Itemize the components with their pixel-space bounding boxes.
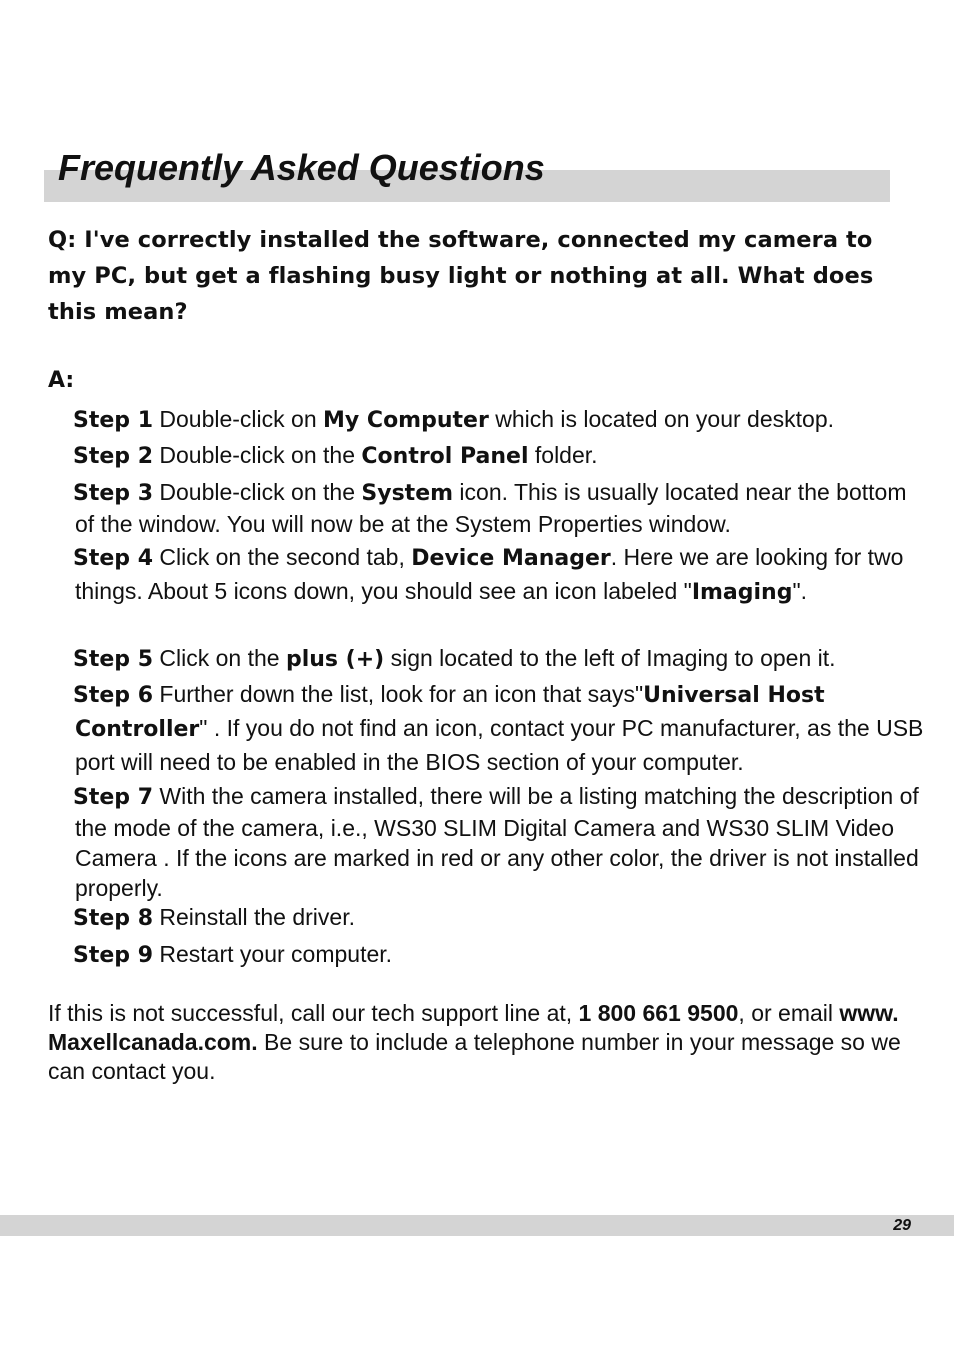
step-label: Step 3 [73,481,153,506]
step-emphasis: My Computer [323,408,489,433]
step-text: Further down the list, look for an icon that says" [153,681,644,707]
support-website: www. Maxellcanada.com. [48,1000,899,1055]
step-2 [75,440,925,472]
step-text: sign located to the left of Imaging to open it. [384,645,836,671]
page-title: Frequently Asked Questions [58,147,545,188]
step-text: Double-click on the [153,442,362,468]
step-text: . Here we are looking for two things. About 5 icons down, you should see an icon labeled " [75,544,904,604]
step-text: " . If you do not find an icon, contact your PC manufacturer, as the USB port will need to be enabled in the BIOS section of your computer. [75,715,924,775]
step-7 [75,781,925,903]
step-text: folder. [528,442,598,468]
support-phone: 1 800 661 9500 [578,1000,739,1026]
step-9 [75,939,925,971]
step-label: Step 6 [73,683,153,708]
step-text: Double-click on the [153,479,362,505]
footer-bar [0,1215,954,1236]
step-text: Click on the second tab, [153,544,412,570]
answer-label: A: [48,368,75,393]
step-emphasis: plus (+) [285,647,385,672]
step-label: Step 2 [73,444,153,469]
page-number: 29 [893,1217,911,1234]
step-8 [75,902,925,934]
step-text: Reinstall the driver. [153,904,355,930]
support-text: , or email [738,1000,840,1026]
step-6 [75,678,925,779]
step-1 [75,404,925,436]
step-label: Step 9 [73,943,153,968]
step-text: Click on the [153,645,286,671]
step-label: Step 5 [73,647,153,672]
step-label: Step 4 [73,546,153,571]
step-emphasis: Imaging [691,580,793,605]
support-text: If this is not successful, call our tech support line at, [48,1000,579,1026]
question-text: Q: I've correctly installed the software, connected my camera to my PC, but get a flashing busy light or nothing at all. What does this mean? [48,227,874,325]
step-label: Step 8 [73,906,153,931]
step-emphasis: Control Panel [361,444,529,469]
step-3 [75,477,925,539]
support-text: Be sure to include a telephone number in your message so we can contact you. [48,1029,901,1084]
step-label: Step 1 [73,408,153,433]
step-text: Double-click on [153,406,324,432]
step-text: Restart your computer. [153,941,393,967]
step-emphasis: System [361,481,454,506]
step-text: icon. This is usually located near the bottom of the window. You will now be at the System Properties window. [75,479,907,537]
step-text: With the camera installed, there will be a listing matching the description of the mode of the camera, i.e., WS30 SLIM Digital Camera and WS30 SLIM Video Camera . If the icons are marked in red or any other color, the driver is not installed properly. [75,783,919,901]
step-emphasis: Universal Host Controller [75,683,825,742]
step-5 [75,643,925,675]
step-label: Step 7 [73,785,153,810]
support-paragraph [48,999,928,1086]
step-4 [75,541,925,609]
step-text: ". [792,578,808,604]
step-text: which is located on your desktop. [488,406,835,432]
step-emphasis: Device Manager [411,546,611,571]
